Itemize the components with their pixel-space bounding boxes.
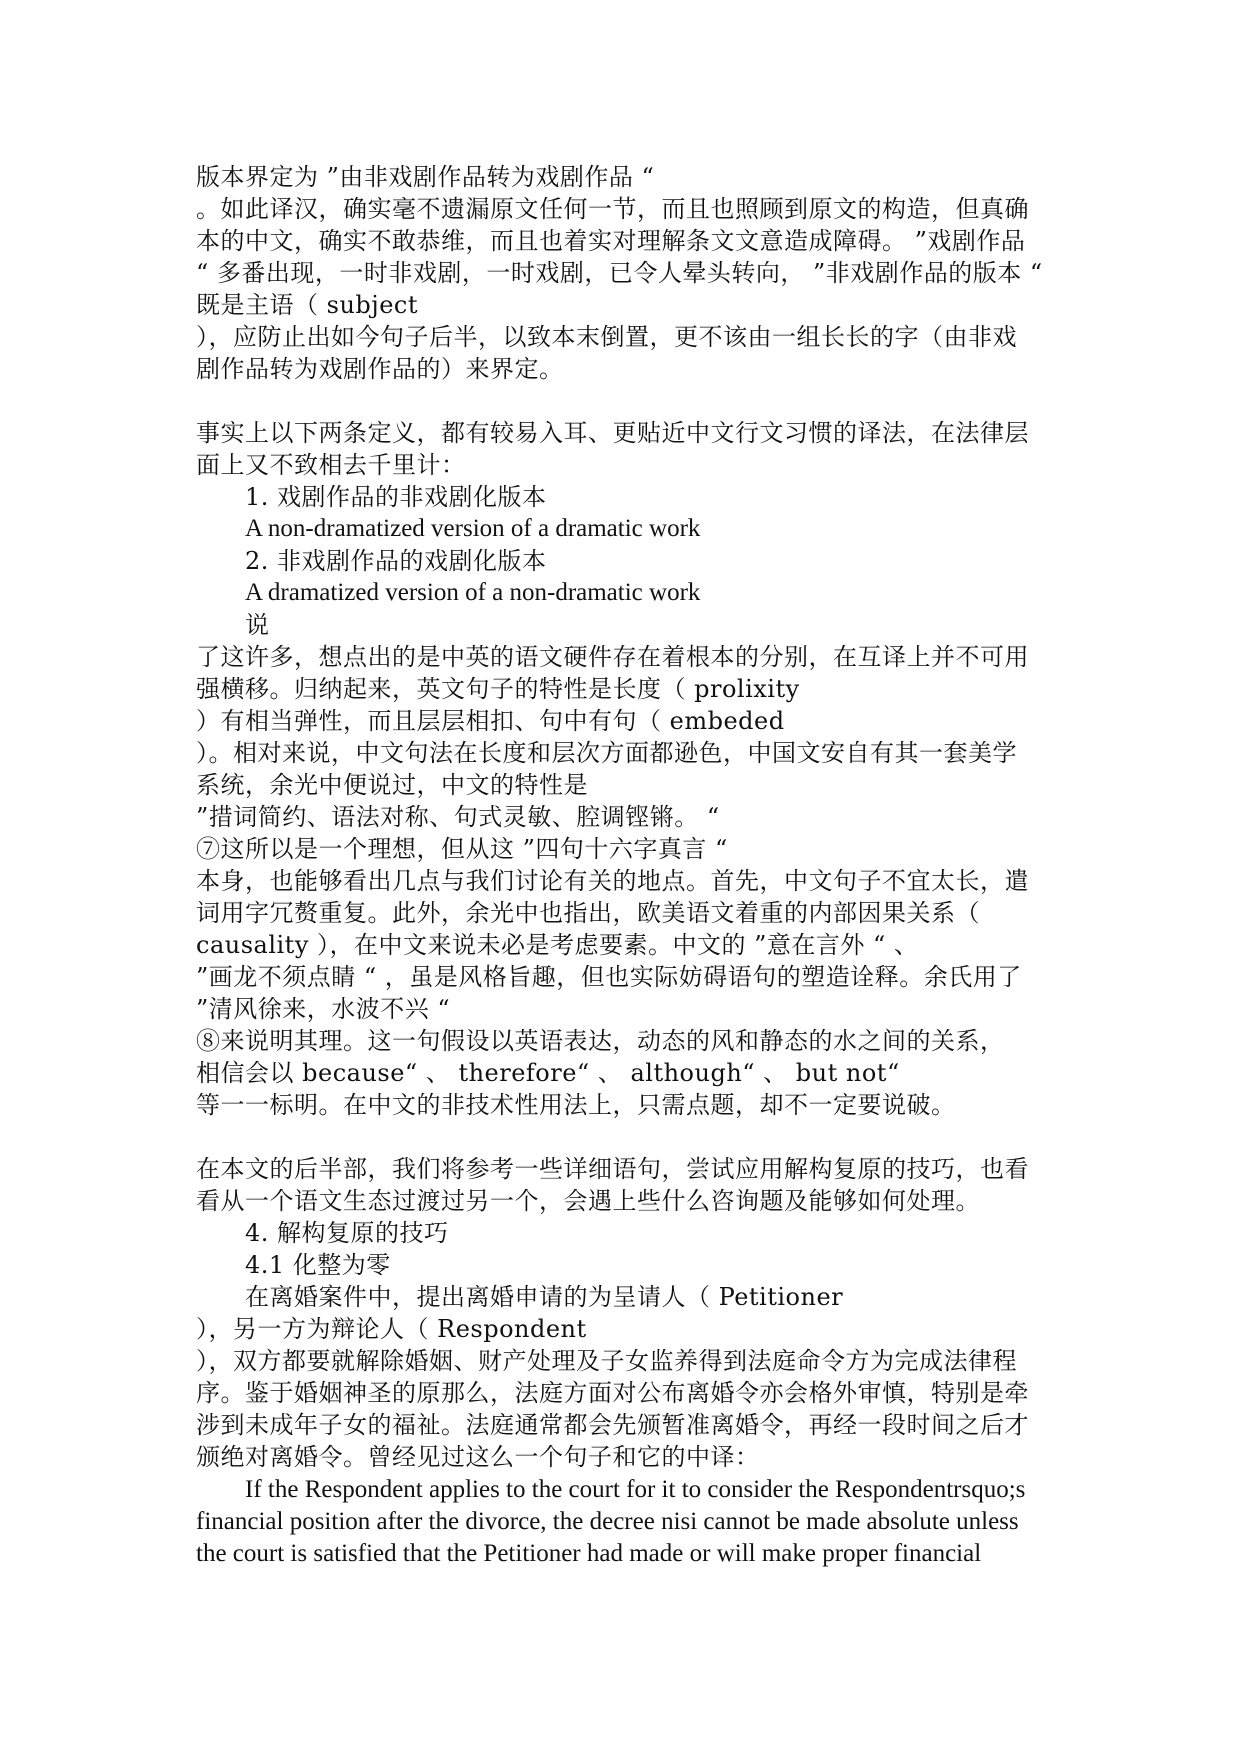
text-line: ）有相当弹性，而且层层相扣、句中有句（ embeded [196, 707, 785, 735]
text-line: 在本文的后半部，我们将参考一些详细语句，尝试应用解构复原的技巧，也看 [196, 1155, 1029, 1183]
subsection-heading: 4.1 化整为零 [245, 1251, 391, 1279]
text-line: ），应防止出如今句子后半，以致本末倒置，更不该由一组长长的字（由非戏 [196, 323, 1017, 351]
text-line: ），另一方为辩论人（ Respondent [196, 1315, 587, 1343]
text-line: 说 [245, 611, 270, 639]
text-line: ），双方都要就解除婚姻、财产处理及子女监养得到法庭命令方为完成法律程 [196, 1347, 1017, 1375]
text-line: 相信会以 because“ 、 therefore“ 、 although“ 、 but not“ [196, 1059, 900, 1087]
text-line: 剧作品转为戏剧作品的）来界定。 [196, 355, 564, 383]
text-line: 了这许多，想点出的是中英的语文硬件存在着根本的分别，在互译上并不可用 [196, 643, 1029, 671]
text-line: 。如此译汉，确实毫不遗漏原文任何一节，而且也照顾到原文的构造，但真确 [196, 195, 1029, 223]
text-line: 看从一个语文生态过渡过另一个，会遇上些什么咨询题及能够如何处理。 [196, 1187, 980, 1215]
text-line: ）。相对来说，中文句法在长度和层次方面都逊色，中国文安自有其一套美学 [196, 739, 1017, 767]
text-line: ”措词简约、语法对称、句式灵敏、腔调铿锵。 “ [196, 803, 720, 831]
text-line: 面上又不致相去千里计： [196, 451, 466, 479]
definition-item-english: A dramatized version of a non-dramatic work [245, 579, 701, 606]
text-line: ”清风徐来，水波不兴 “ [196, 995, 451, 1023]
definition-item: 1. 戏剧作品的非戏剧化版本 [245, 483, 547, 511]
definition-item: 2. 非戏剧作品的戏剧化版本 [245, 547, 547, 575]
text-line: 系统，余光中便说过，中文的特性是 [196, 771, 588, 799]
text-line: ⑦这所以是一个理想，但从这 ”四句十六字真言 “ [196, 835, 728, 863]
text-line: 本身，也能够看出几点与我们讨论有关的地点。首先，中文句子不宜太长，遣 [196, 867, 1029, 895]
text-line: ”画龙不须点睛 “ ，虽是风格旨趣，但也实际妨碍语句的塑造诠释。余氏用了 [196, 963, 1022, 991]
definition-item-english: A non-dramatized version of a dramatic work [245, 515, 701, 542]
example-sentence: financial position after the divorce, the decree nisi cannot be made absolute unless [196, 1508, 1019, 1535]
text-line: 版本界定为 ”由非戏剧作品转为戏剧作品 “ [196, 163, 655, 191]
example-sentence: the court is satisfied that the Petitioner had made or will make proper financial [196, 1540, 982, 1567]
text-line: 事实上以下两条定义，都有较易入耳、更贴近中文行文习惯的译法，在法律层 [196, 419, 1029, 447]
text-line: 序。鉴于婚姻神圣的原那么，法庭方面对公布离婚令亦会格外审慎，特别是牵 [196, 1379, 1029, 1407]
text-line: 词用字冗赘重复。此外，余光中也指出，欧美语文着重的内部因果关系（ [196, 899, 980, 927]
text-line: ⑧来说明其理。这一句假设以英语表达，动态的风和静态的水之间的关系， [196, 1027, 1005, 1055]
text-line: 等一一标明。在中文的非技术性用法上，只需点题，却不一定要说破。 [196, 1091, 956, 1119]
section-heading: 4. 解构复原的技巧 [245, 1219, 449, 1247]
text-line: 强横移。归纳起来，英文句子的特性是长度（ prolixity [196, 675, 800, 703]
text-line: causality ），在中文来说未必是考虑要素。中文的 ”意在言外 “ 、 [196, 931, 919, 959]
text-line: 既是主语（ subject [196, 291, 418, 319]
text-line: 涉到未成年子女的福祉。法庭通常都会先颁暂准离婚令，再经一段时间之后才 [196, 1411, 1029, 1439]
example-sentence: If the Respondent applies to the court for it to consider the Respondentrsquo;s [245, 1476, 1026, 1503]
text-line: 在离婚案件中，提出离婚申请的为呈请人（ Petitioner [245, 1283, 844, 1311]
text-line: “ 多番出现，一时非戏剧，一时戏剧，已令人晕头转向， ”非戏剧作品的版本 “ [196, 259, 1043, 287]
text-line: 颁绝对离婚令。曾经见过这么一个句子和它的中译： [196, 1443, 760, 1471]
text-line: 本的中文，确实不敢恭维，而且也着实对理解条文文意造成障碍。 ”戏剧作品 [196, 227, 1026, 255]
